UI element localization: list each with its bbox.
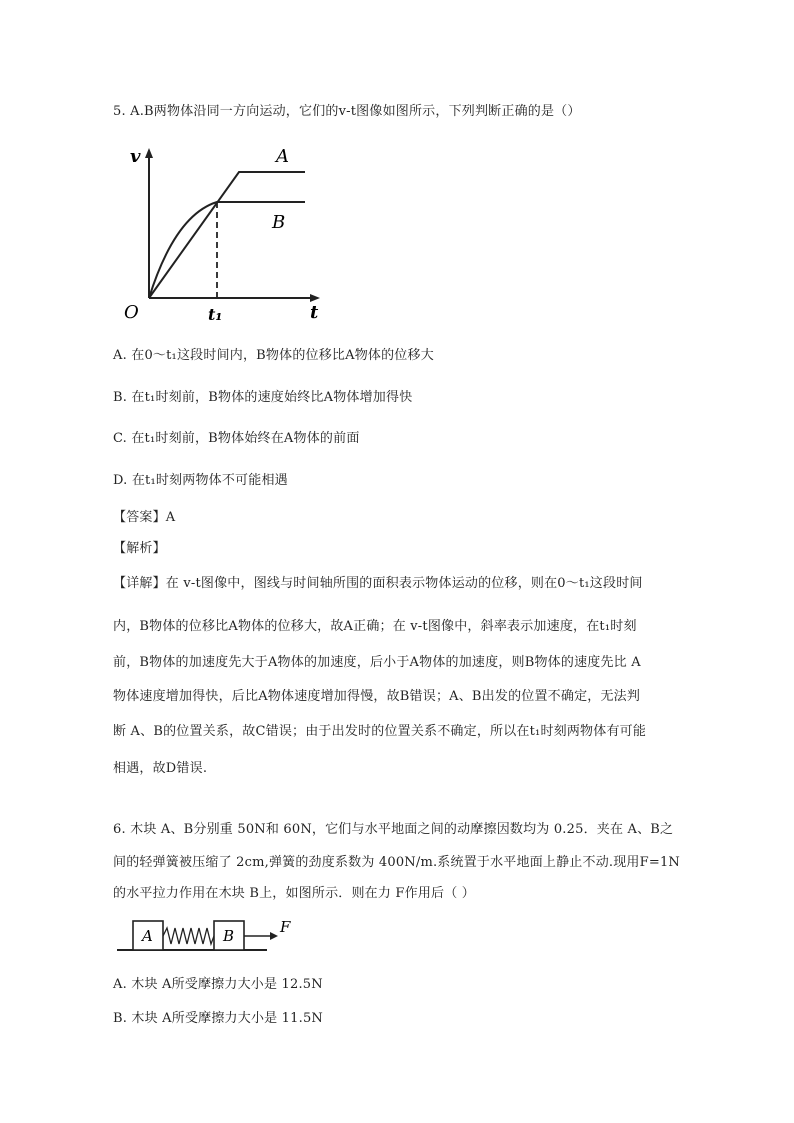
q5-analysis-heading: 【解析】 (113, 541, 166, 556)
v-axis-label: v (130, 146, 141, 167)
q5-analysis-line-2: 内，B物体的位移比A物体的位移大，故A正确；在 v-t图像中，斜率表示加速度，在t₁时刻 (113, 619, 637, 634)
q5-option-c: C. 在t₁时刻前，B物体始终在A物体的前面 (113, 431, 360, 446)
q5-option-d: D. 在t₁时刻两物体不可能相遇 (113, 473, 288, 488)
q5-analysis-line-3: 前，B物体的加速度先大于A物体的加速度，后小于A物体的加速度，则B物体的速度先比 A (113, 655, 641, 670)
block-b-label: B (223, 927, 235, 945)
force-arrow-head (270, 932, 278, 940)
curve-b-label: B (272, 212, 286, 233)
block-a-label: A (142, 927, 153, 945)
line-a-label: A (276, 146, 289, 167)
line-a (149, 172, 305, 298)
q6-stem-line-1: 6. 木块 A、B分别重 50N和 60N，它们与水平地面之间的动摩擦因数均为 0.25．夹在 A、B之 (113, 822, 674, 837)
origin-label: O (124, 302, 139, 323)
q6-stem-line-3: 的水平拉力作用在木块 B上，如图所示．则在力 F作用后（ ） (113, 886, 475, 901)
q5-analysis-line-4: 物体速度增加得快，后比A物体速度增加得慢，故B错误；A、B出发的位置不确定，无法判 (113, 689, 641, 704)
q5-analysis-line-6: 相遇，故D错误. (113, 761, 208, 776)
q6-option-b: B. 木块 A所受摩擦力大小是 11.5N (113, 1011, 323, 1026)
q5-analysis-line-5: 断 A、B的位置关系，故C错误；由于出发时的位置关系不确定，所以在t₁时刻两物体有可能 (113, 724, 647, 739)
q6-stem-line-2: 间的轻弹簧被压缩了 2cm,弹簧的劲度系数为 400N/m.系统置于水平地面上静止不动.现用F=1N (113, 855, 680, 870)
q5-option-b: B. 在t₁时刻前，B物体的速度始终比A物体增加得快 (113, 390, 413, 405)
t-axis-label: t (310, 302, 319, 323)
t1-label: t₁ (208, 305, 223, 324)
q6-option-a: A. 木块 A所受摩擦力大小是 12.5N (113, 977, 323, 992)
q5-analysis-line-1: 【详解】在 v-t图像中，图线与时间轴所围的面积表示物体运动的位移，则在0～t₁这段时间 (113, 576, 643, 591)
q5-option-a: A. 在0～t₁这段时间内，B物体的位移比A物体的位移大 (113, 348, 434, 363)
q5-answer: 【答案】A (113, 510, 176, 525)
force-label: F (280, 918, 291, 936)
q6-block-spring-figure (117, 912, 307, 954)
v-axis-arrow (145, 148, 153, 158)
t-axis-arrow (310, 294, 320, 302)
spring (163, 928, 214, 944)
q5-vt-graph (120, 140, 330, 325)
q5-stem: 5. A.B两物体沿同一方向运动，它们的v-t图像如图所示，下列判断正确的是（） (113, 104, 581, 119)
